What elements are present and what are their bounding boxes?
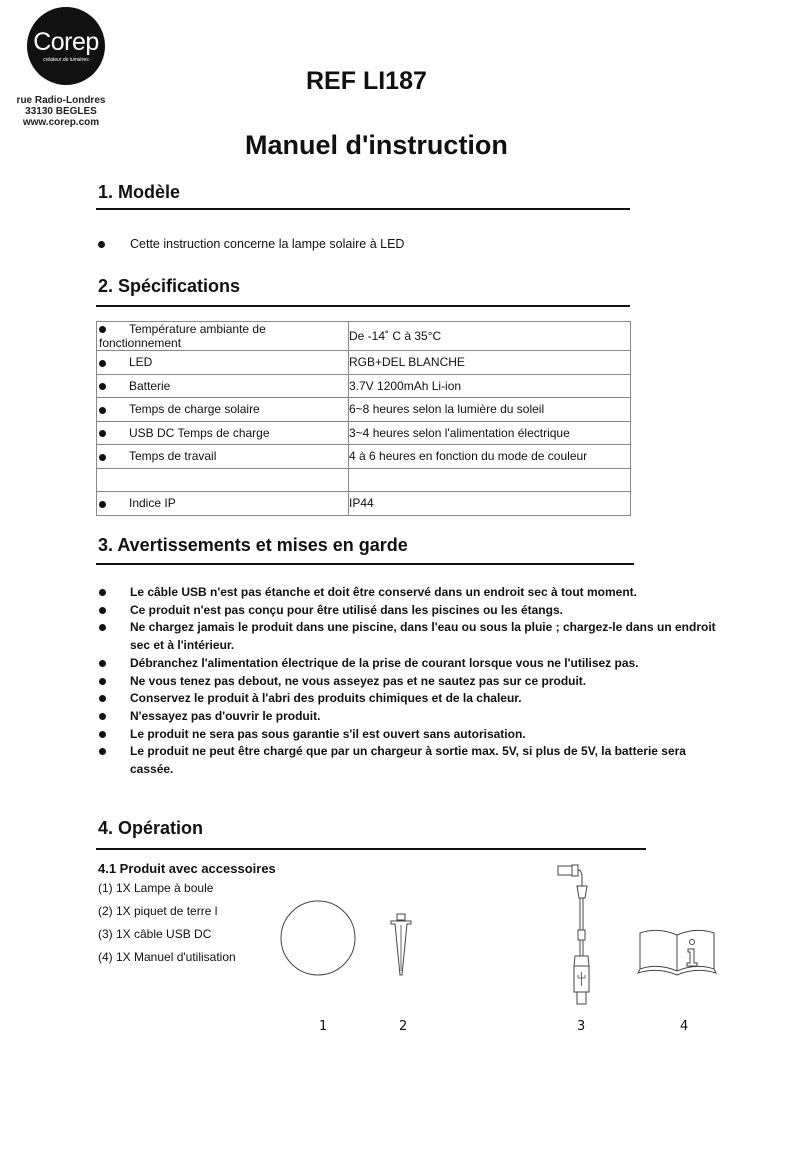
table-row xyxy=(97,492,631,516)
accessory-item: (2) 1X piquet de terre l xyxy=(98,904,218,918)
address-city: 33130 BEGLES xyxy=(25,106,97,117)
warning-text: Ne vous tenez pas debout, ne vous asseyez pas et ne sautez pas sur ce produit. xyxy=(130,673,587,688)
spec-label xyxy=(97,421,349,445)
spec-value: 6~8 heures selon la lumière du soleil xyxy=(349,398,631,422)
spec-value: 3~4 heures selon l'alimentation électrique xyxy=(349,421,631,445)
figure-label: 3 xyxy=(577,1019,586,1034)
usb-dc-cable-illustration xyxy=(548,860,598,1008)
bullet-dot xyxy=(99,748,106,755)
company-address xyxy=(14,95,108,128)
ground-spike-illustration xyxy=(388,913,414,977)
bullet-dot xyxy=(98,241,105,248)
figure-label: 2 xyxy=(399,1019,408,1034)
section-heading-warnings: 3. Avertissements et mises en garde xyxy=(98,535,408,555)
warning-text: Débranchez l'alimentation électrique de la prise de courant lorsque vous ne l'utilisez pas. xyxy=(130,655,639,670)
list-item xyxy=(98,584,718,602)
bullet-dot xyxy=(99,407,106,414)
list-item xyxy=(98,673,718,691)
spec-label xyxy=(97,445,349,469)
table-row xyxy=(97,351,631,375)
warning-text: Le produit ne peut être chargé que par un chargeur à sortie max. 5V, si plus de 5V, la batterie sera cassée. xyxy=(130,744,686,777)
spec-label-text: USB DC Temps de charge xyxy=(129,425,270,440)
spec-label-text: Température ambiante de fonctionnement xyxy=(99,322,266,350)
warning-text: Le câble USB n'est pas étanche et doit être conservé dans un endroit sec à tout moment. xyxy=(130,585,637,599)
address-street: rue Radio-Londres xyxy=(16,95,106,106)
list-item xyxy=(98,726,718,744)
bullet-dot xyxy=(99,607,106,614)
section-divider xyxy=(96,305,630,307)
spec-label xyxy=(97,468,349,492)
bullet-dot xyxy=(99,430,106,437)
bullet-dot xyxy=(99,624,106,631)
spec-label-text: Temps de charge solaire xyxy=(129,402,260,417)
bullet-dot xyxy=(99,360,106,367)
bullet-dot xyxy=(99,454,106,461)
warning-text: N'essayez pas d'ouvrir le produit. xyxy=(130,708,321,723)
section-heading-specifications: 2. Spécifications xyxy=(98,276,241,296)
spec-label-text: Batterie xyxy=(129,378,171,393)
list-item xyxy=(98,602,718,620)
logo-brand: Corep xyxy=(33,28,99,56)
table-row xyxy=(97,421,631,445)
list-item xyxy=(98,743,698,778)
list-item xyxy=(98,619,718,654)
table-row xyxy=(97,445,631,469)
spec-value: IP44 xyxy=(349,492,631,516)
spec-value xyxy=(349,468,631,492)
spec-label xyxy=(97,322,349,351)
model-bullet xyxy=(98,237,404,251)
corep-logo xyxy=(27,7,105,85)
list-item xyxy=(98,708,718,726)
spec-label-text: Temps de travail xyxy=(129,449,217,464)
figure-label: 1 xyxy=(319,1019,328,1034)
bullet-dot xyxy=(99,695,106,702)
spec-label xyxy=(97,374,349,398)
specifications-table xyxy=(96,321,631,516)
warnings-list xyxy=(98,584,718,779)
bullet-dot xyxy=(99,713,106,720)
section-divider xyxy=(96,208,630,210)
page-title: Manuel d'instruction xyxy=(245,130,508,160)
spec-value: De -14˚ C à 35°C xyxy=(349,322,631,351)
table-row xyxy=(97,322,631,351)
spec-value: 4 à 6 heures en fonction du mode de couleur xyxy=(349,445,631,469)
list-item xyxy=(98,655,718,673)
table-row xyxy=(97,468,631,492)
product-reference: REF LI187 xyxy=(306,67,427,95)
ball-lamp-illustration xyxy=(278,898,358,978)
spec-label xyxy=(97,492,349,516)
bullet-dot xyxy=(99,678,106,685)
bullet-dot xyxy=(99,383,106,390)
logo-tagline: créateur de lumières xyxy=(43,57,89,63)
bullet-dot xyxy=(99,731,106,738)
section-heading-model: 1. Modèle xyxy=(98,182,181,202)
warning-text: Conservez le produit à l'abri des produits chimiques et de la chaleur. xyxy=(130,691,522,706)
warning-text: Ne chargez jamais le produit dans une piscine, dans l'eau ou sous la pluie ; chargez-le dans un endroit sec et à l'intérieur. xyxy=(130,620,716,653)
spec-value: RGB+DEL BLANCHE xyxy=(349,351,631,375)
list-item xyxy=(98,690,718,708)
spec-label xyxy=(97,351,349,375)
figure-label: 4 xyxy=(680,1019,689,1034)
accessory-item: (3) 1X câble USB DC xyxy=(98,927,212,941)
section-heading-operation: 4. Opération xyxy=(98,818,204,838)
accessory-item: (4) 1X Manuel d'utilisation xyxy=(98,950,236,964)
spec-label-text: LED xyxy=(129,355,153,370)
table-row xyxy=(97,374,631,398)
bullet-dot xyxy=(99,660,106,667)
section-divider xyxy=(96,563,634,565)
table-row xyxy=(97,398,631,422)
user-manual-illustration xyxy=(636,925,718,979)
model-bullet-text: Cette instruction concerne la lampe solaire à LED xyxy=(130,237,405,251)
subsection-heading-accessories: 4.1 Produit avec accessoires xyxy=(98,861,276,876)
spec-label xyxy=(97,398,349,422)
bullet-dot xyxy=(99,326,106,333)
spec-label-text: Indice IP xyxy=(129,496,176,511)
address-website: www.corep.com xyxy=(22,117,100,128)
section-divider xyxy=(96,848,646,850)
warning-text: Ce produit n'est pas conçu pour être utilisé dans les piscines ou les étangs. xyxy=(130,602,563,617)
warning-text: Le produit ne sera pas sous garantie s'il est ouvert sans autorisation. xyxy=(130,726,526,741)
bullet-dot xyxy=(99,589,106,596)
accessory-item: (1) 1X Lampe à boule xyxy=(98,881,214,895)
spec-value: 3.7V 1200mAh Li-ion xyxy=(349,374,631,398)
bullet-dot xyxy=(99,501,106,508)
